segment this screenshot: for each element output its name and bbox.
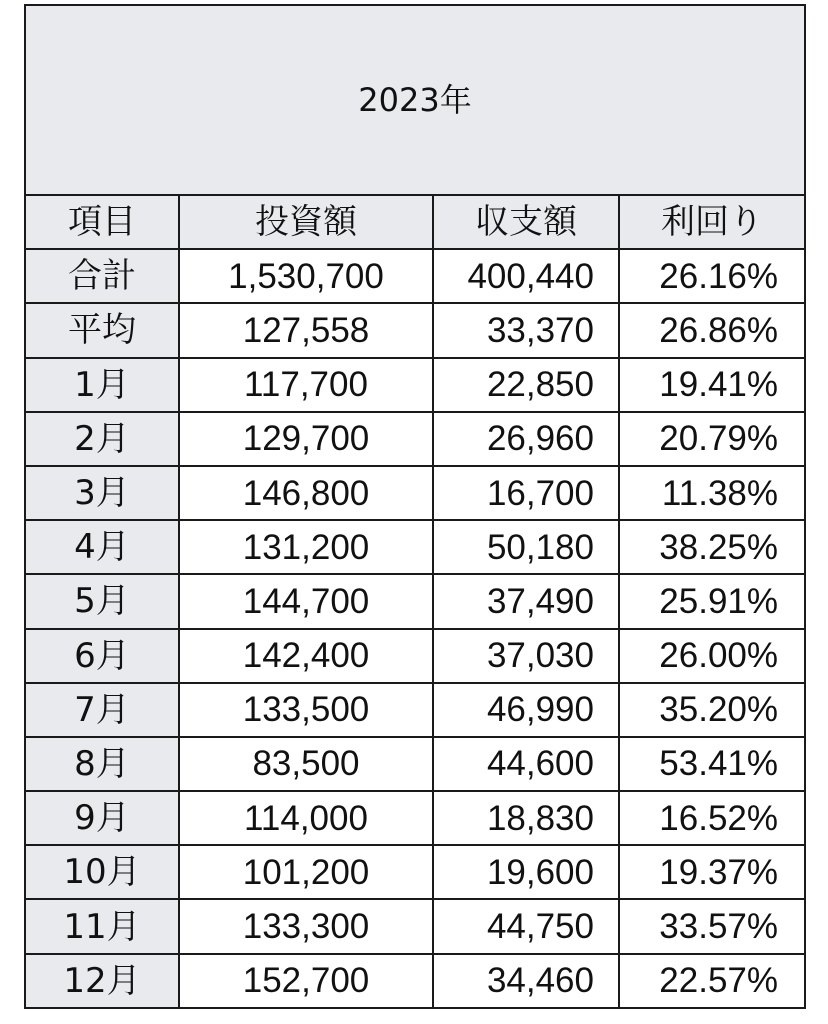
row-label-cell: 4月: [25, 520, 179, 574]
investment-cell: 1,530,700: [179, 249, 433, 303]
table-row: [25, 574, 805, 628]
investment-cell: 101,200: [179, 845, 433, 899]
table-row: [25, 683, 805, 737]
yield-cell: 11.38%: [619, 466, 805, 520]
investment-cell: 144,700: [179, 574, 433, 628]
balance-cell: 400,440: [433, 249, 619, 303]
balance-cell: 44,750: [433, 899, 619, 953]
investment-cell: 127,558: [179, 303, 433, 357]
table-row: [25, 303, 805, 357]
row-label-cell: 8月: [25, 737, 179, 791]
table-row: [25, 629, 805, 683]
balance-cell: 18,830: [433, 791, 619, 845]
investment-cell: 83,500: [179, 737, 433, 791]
yield-cell: 16.52%: [619, 791, 805, 845]
investment-cell: 114,000: [179, 791, 433, 845]
yield-cell: 26.86%: [619, 303, 805, 357]
title-row: [25, 5, 805, 195]
investment-cell: 133,300: [179, 899, 433, 953]
investment-cell: 131,200: [179, 520, 433, 574]
yield-cell: 26.16%: [619, 249, 805, 303]
row-label-cell: 11月: [25, 899, 179, 953]
balance-cell: 19,600: [433, 845, 619, 899]
balance-cell: 50,180: [433, 520, 619, 574]
investment-cell: 129,700: [179, 412, 433, 466]
investment-cell: 146,800: [179, 466, 433, 520]
table-row: [25, 520, 805, 574]
yield-cell: 53.41%: [619, 737, 805, 791]
balance-cell: 26,960: [433, 412, 619, 466]
balance-cell: 34,460: [433, 954, 619, 1008]
header-balance: 収支額: [433, 195, 619, 249]
header-investment: 投資額: [179, 195, 433, 249]
table-row: [25, 358, 805, 412]
balance-cell: 37,030: [433, 629, 619, 683]
yield-cell: 22.57%: [619, 954, 805, 1008]
header-item: 項目: [25, 195, 179, 249]
row-label-cell: 平均: [25, 303, 179, 357]
yield-cell: 19.41%: [619, 358, 805, 412]
header-yield: 利回り: [619, 195, 805, 249]
row-label-cell: 3月: [25, 466, 179, 520]
investment-cell: 133,500: [179, 683, 433, 737]
yield-cell: 38.25%: [619, 520, 805, 574]
table-row: [25, 466, 805, 520]
table-title: 2023年: [25, 5, 805, 195]
row-label-cell: 7月: [25, 683, 179, 737]
row-label-cell: 6月: [25, 629, 179, 683]
balance-cell: 37,490: [433, 574, 619, 628]
table-row: [25, 954, 805, 1008]
balance-cell: 46,990: [433, 683, 619, 737]
yield-cell: 20.79%: [619, 412, 805, 466]
row-label-cell: 1月: [25, 358, 179, 412]
balance-cell: 16,700: [433, 466, 619, 520]
row-label-cell: 合計: [25, 249, 179, 303]
row-label-cell: 10月: [25, 845, 179, 899]
table-row: [25, 412, 805, 466]
yield-table: [24, 4, 806, 1009]
table-row: [25, 737, 805, 791]
row-label-cell: 2月: [25, 412, 179, 466]
investment-cell: 152,700: [179, 954, 433, 1008]
table-row: [25, 899, 805, 953]
header-row: [25, 195, 805, 249]
table-row: [25, 845, 805, 899]
table-row: [25, 791, 805, 845]
yield-cell: 33.57%: [619, 899, 805, 953]
yield-cell: 19.37%: [619, 845, 805, 899]
row-label-cell: 12月: [25, 954, 179, 1008]
balance-cell: 22,850: [433, 358, 619, 412]
row-label-cell: 9月: [25, 791, 179, 845]
balance-cell: 44,600: [433, 737, 619, 791]
yield-cell: 26.00%: [619, 629, 805, 683]
investment-cell: 142,400: [179, 629, 433, 683]
investment-cell: 117,700: [179, 358, 433, 412]
row-label-cell: 5月: [25, 574, 179, 628]
balance-cell: 33,370: [433, 303, 619, 357]
yield-cell: 35.20%: [619, 683, 805, 737]
table-row: [25, 249, 805, 303]
yield-cell: 25.91%: [619, 574, 805, 628]
